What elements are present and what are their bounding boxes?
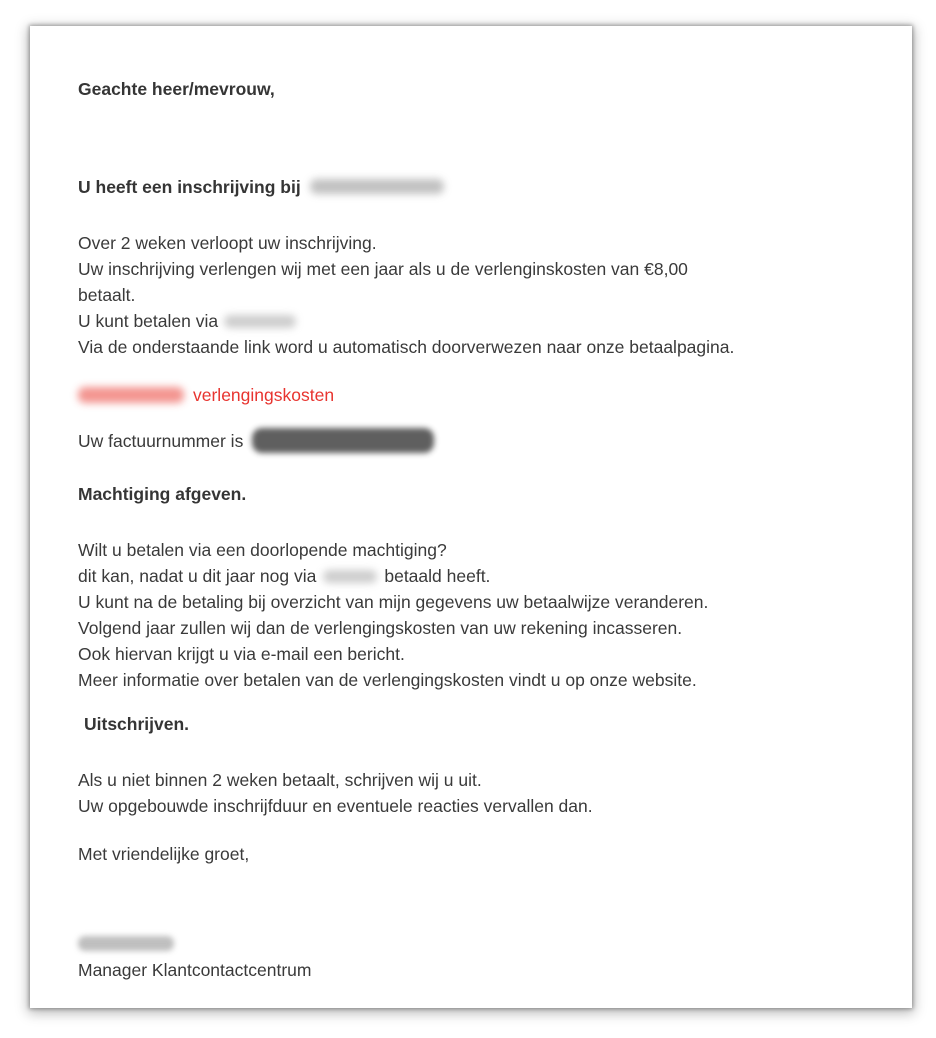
letter-page [30,26,912,1008]
redacted-payment-method [224,315,296,328]
paragraph-line: betaalt. [78,285,136,305]
signature-name-line [78,931,864,957]
uitschrijven-heading: Uitschrijven. [84,714,190,734]
paragraph-line [78,563,864,589]
closing-line: Met vriendelijke groet, [78,844,250,864]
verlengingskosten-link[interactable]: verlengingskosten [193,385,335,405]
paragraph-line: Volgend jaar zullen wij dan de verlengingskosten van uw rekening incasseren. [78,618,683,638]
invoice-prefix-text: Uw factuurnummer is [78,431,244,451]
paragraph-line: Als u niet binnen 2 weken betaalt, schrijven wij u uit. [78,770,482,790]
renewal-paragraph [78,230,864,360]
redacted-signature-name [78,936,174,951]
machtiging-heading: Machtiging afgeven. [78,484,247,504]
invoice-line [78,428,864,454]
pay-via-text: U kunt betalen via [78,311,219,331]
redacted-invoice-number [252,428,434,453]
machtiging-via-suffix: betaald heeft. [384,566,491,586]
redacted-payment-method [323,570,377,583]
paragraph-line: Over 2 weken verloopt uw inschrijving. [78,233,377,253]
signature-block [78,931,864,983]
subscription-heading-text: U heeft een inschrijving bij [78,177,301,197]
paragraph-line: Uw inschrijving verlengen wij met een jaar als u de verlenginskosten van €8,00 [78,259,688,279]
paragraph-line: Meer informatie over betalen van de verlengingskosten vindt u op onze website. [78,670,697,690]
paragraph-line: Wilt u betalen via een doorlopende machtiging? [78,540,447,560]
payment-link-line [78,382,864,408]
redacted-organization-name [310,179,444,194]
letter-body [30,26,912,1033]
paragraph-line [78,308,864,334]
salutation: Geachte heer/mevrouw, [78,79,275,99]
signature-title: Manager Klantcontactcentrum [78,960,312,980]
subscription-heading [78,174,864,200]
redacted-organization-name-link[interactable] [78,387,184,403]
paragraph-line: U kunt na de betaling bij overzicht van mijn gegevens uw betaalwijze veranderen. [78,592,709,612]
paragraph-line: Uw opgebouwde inschrijfduur en eventuele reacties vervallen dan. [78,796,593,816]
uitschrijven-paragraph [78,767,864,819]
machtiging-paragraph [78,537,864,693]
machtiging-via-text: dit kan, nadat u dit jaar nog via [78,566,317,586]
paragraph-line: Ook hiervan krijgt u via e-mail een bericht. [78,644,405,664]
paragraph-line: Via de onderstaande link word u automatisch doorverwezen naar onze betaalpagina. [78,337,735,357]
